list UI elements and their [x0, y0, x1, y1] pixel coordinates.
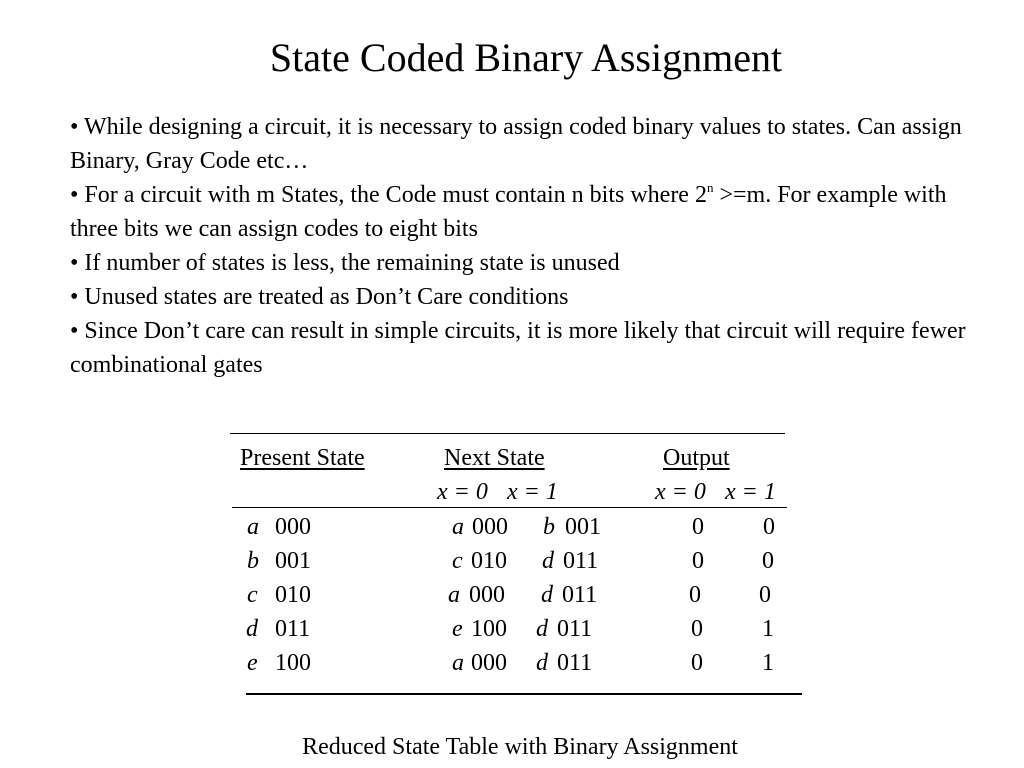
bullet-dont-care: • Unused states are treated as Don’t Care conditions — [70, 284, 569, 310]
row-output-x1: 0 — [759, 582, 771, 608]
subheader-next-x0: x = 0 — [437, 479, 488, 505]
row-next0-state: c — [452, 548, 463, 574]
bullet-bits-text-start: • For a circuit with m States, the Code must contain n bits where 2 — [70, 182, 707, 208]
row-next1-state: d — [542, 548, 554, 574]
bullet-simple-circuits: • Since Don’t care can result in simple circuits, it is more likely that circuit will require fewer combinational gates — [70, 318, 966, 378]
row-output-x0: 0 — [689, 582, 701, 608]
subheader-output-x1: x = 1 — [725, 479, 776, 505]
exponent-n: n — [706, 180, 714, 195]
bullet-unused-state: • If number of states is less, the remaining state is unused — [70, 250, 620, 276]
row-next0-code: 100 — [471, 616, 507, 642]
table-top-rule — [230, 433, 785, 434]
row-present-code: 000 — [275, 514, 311, 540]
row-next0-code: 000 — [469, 582, 505, 608]
row-output-x0: 0 — [692, 514, 704, 540]
row-output-x1: 0 — [763, 514, 775, 540]
bullet-coded-values: • While designing a circuit, it is necessary to assign coded binary values to states. Can assign Binary, Gray Code etc… — [70, 114, 962, 174]
row-next1-state: d — [541, 582, 553, 608]
row-present-code: 010 — [275, 582, 311, 608]
row-next0-state: a — [452, 514, 464, 540]
row-next1-code: 011 — [563, 548, 599, 574]
row-next1-state: d — [536, 650, 548, 676]
row-next0-code: 000 — [472, 514, 508, 540]
row-next0-state: a — [452, 650, 464, 676]
header-output: Output — [663, 445, 730, 471]
header-next-state: Next State — [444, 445, 545, 471]
row-next0-code: 010 — [471, 548, 507, 574]
row-next0-state: e — [452, 616, 463, 642]
row-next1-code: 001 — [565, 514, 601, 540]
row-output-x1: 1 — [762, 616, 774, 642]
row-present-code: 100 — [275, 650, 311, 676]
row-present-code: 001 — [275, 548, 311, 574]
row-present-state: e — [247, 650, 258, 676]
table-bottom-rule — [246, 693, 802, 695]
row-next1-code: 011 — [562, 582, 598, 608]
subheader-next-x1: x = 1 — [507, 479, 558, 505]
row-output-x0: 0 — [691, 616, 703, 642]
row-present-state: d — [246, 616, 258, 642]
table-caption: Reduced State Table with Binary Assignment — [302, 734, 738, 760]
row-present-state: c — [247, 582, 258, 608]
header-present-state: Present State — [240, 445, 365, 471]
table-header-rule — [232, 507, 787, 508]
row-present-state: a — [247, 514, 259, 540]
row-output-x1: 0 — [762, 548, 774, 574]
subheader-output-x0: x = 0 — [655, 479, 706, 505]
row-next1-code: 011 — [557, 650, 593, 676]
row-present-code: 011 — [275, 616, 311, 642]
bullet-bits-text-end: >=m. For example with three bits we can assign codes to eight bits — [70, 182, 947, 242]
row-next0-code: 000 — [471, 650, 507, 676]
row-next1-state: b — [543, 514, 555, 540]
row-next1-code: 011 — [557, 616, 593, 642]
row-output-x0: 0 — [692, 548, 704, 574]
row-next0-state: a — [448, 582, 460, 608]
row-output-x1: 1 — [762, 650, 774, 676]
row-present-state: b — [247, 548, 259, 574]
row-next1-state: d — [536, 616, 548, 642]
slide-title: State Coded Binary Assignment — [269, 35, 783, 80]
row-output-x0: 0 — [691, 650, 703, 676]
